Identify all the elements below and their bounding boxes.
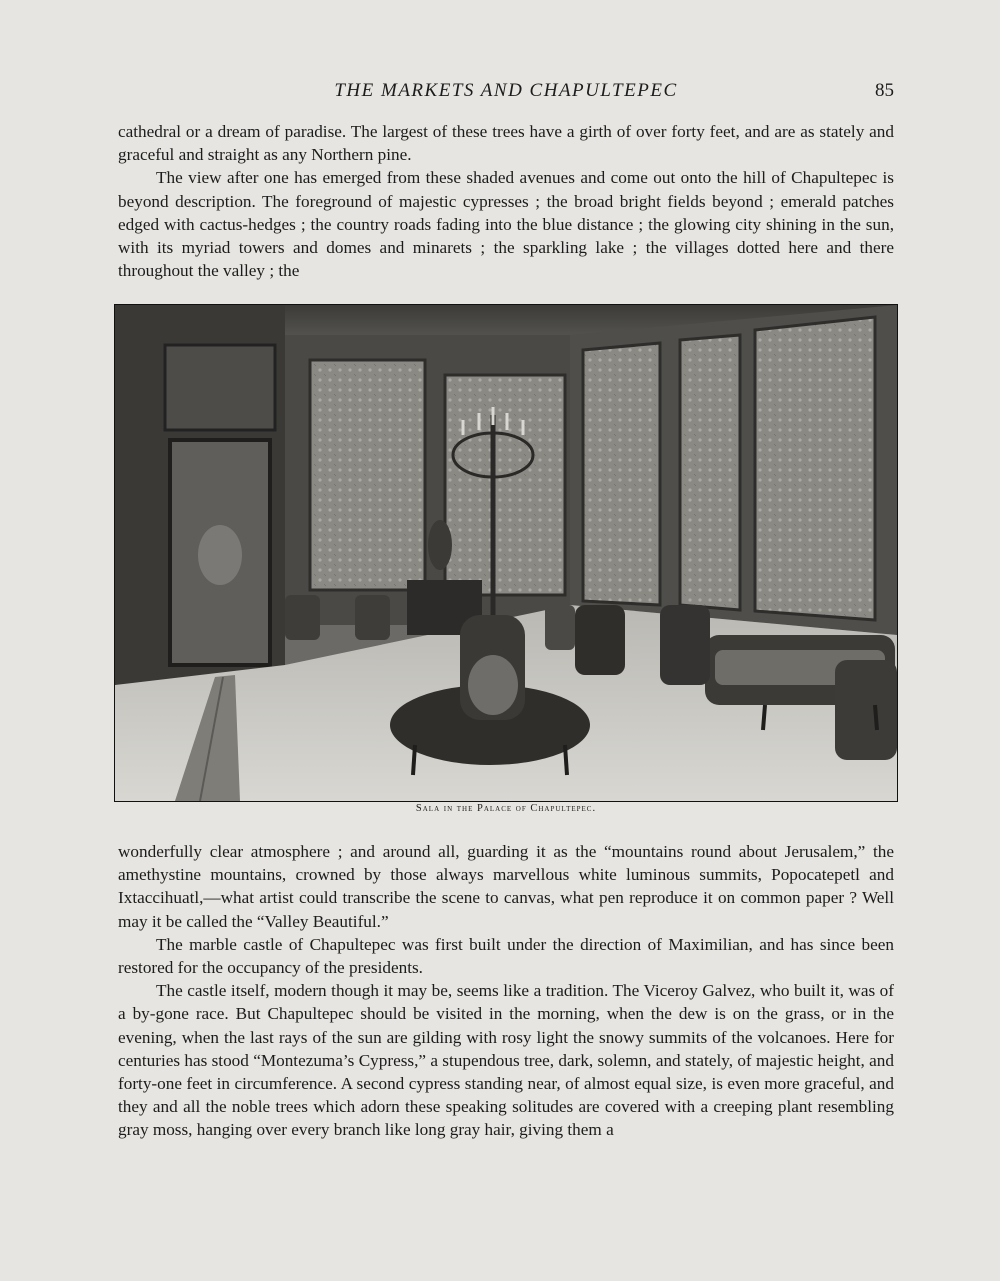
paragraph: cathedral or a dream of paradise. The largest of these trees have a girth of over forty feet, and are as stately and graceful and straight as any Northern pine. bbox=[118, 122, 894, 165]
paragraph: wonderfully clear atmosphere ; and around all, guarding it as the “mountains round about Jerusalem,” the amethystine mountains, crowned by those always marvellous white luminous summits, Popocatepetl and Ixtaccihuatl,—what artist could transcribe the scene to canvas, what pen reproduce it on common paper ? Well may it be called the “Valley Beautiful.” bbox=[118, 842, 894, 931]
running-title: THE MARKETS AND CHAPULTEPEC bbox=[334, 80, 678, 101]
body-text-bottom bbox=[118, 840, 894, 1142]
paragraph: The view after one has emerged from these shaded avenues and come out onto the hill of Chapultepec is beyond description. The foreground of majestic cypresses ; the broad bright fields beyond ; emerald patches edged with cactus-hedges ; the country roads fading into the blue distance ; the glowing city shining in the sun, with its myriad towers and domes and minarets ; the sparkling lake ; the villages dotted here and there throughout the valley ; the bbox=[118, 168, 894, 281]
paragraph: The castle itself, modern though it may be, seems like a tradition. The Viceroy Galvez, who built it, was of a by-gone race. But Chapultepec should be visited in the morning, when the dew is on the grass, or in the evening, when the last rays of the sun are gilding with rosy light the snowy summits of the volcanoes. Here for centuries has stood “Montezuma’s Cypress,” a stupendous tree, dark, solemn, and stately, of majestic height, and forty-one feet in circumference. A second cypress standing near, of almost equal size, is even more graceful, and they and all the noble trees which adorn these speaking solitudes are covered with a creeping plant resembling gray moss, hanging over every branch like long gray hair, giving them a bbox=[118, 981, 894, 1140]
figure-caption: Sala in the Palace of Chapultepec. bbox=[415, 803, 597, 814]
photograph-plate bbox=[114, 304, 898, 802]
running-head bbox=[118, 80, 894, 106]
salon-photograph bbox=[115, 305, 897, 801]
body-text-top bbox=[118, 120, 894, 282]
page-number: 85 bbox=[875, 80, 894, 101]
paragraph: The marble castle of Chapultepec was first built under the direction of Maximilian, and has since been restored for the occupancy of the presidents. bbox=[118, 934, 894, 978]
